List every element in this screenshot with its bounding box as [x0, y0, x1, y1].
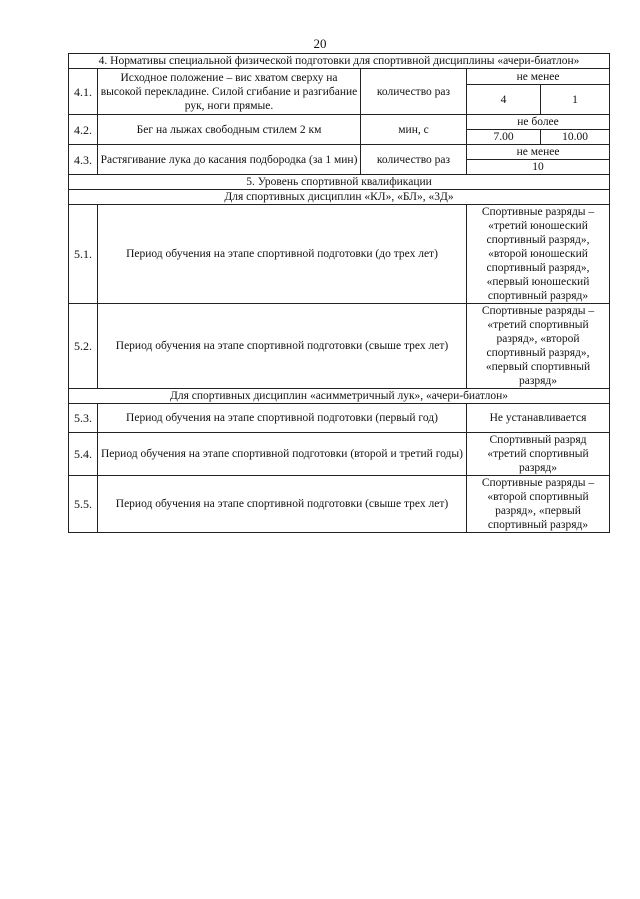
value-cell: 4 — [467, 85, 541, 115]
requirement-cell: Спортивный разряд «третий спортивный разряд» — [467, 433, 610, 476]
table-row — [69, 404, 610, 433]
row-number: 4.2. — [69, 115, 98, 145]
row-number: 4.1. — [69, 69, 98, 115]
criterion-cell: не менее — [467, 145, 610, 160]
group2-title: Для спортивных дисциплин «асимметричный лук», «ачери-биатлон» — [69, 389, 610, 404]
row-number: 5.2. — [69, 304, 98, 389]
norms-table — [68, 53, 610, 533]
section5-header-row — [69, 175, 610, 190]
row-number: 5.5. — [69, 476, 98, 533]
value-cell: 7.00 — [467, 130, 541, 145]
criterion-cell: не более — [467, 115, 610, 130]
group-header-row — [69, 190, 610, 205]
criterion-cell: не менее — [467, 69, 610, 85]
group-header-row — [69, 389, 610, 404]
section5-title: 5. Уровень спортивной квалификации — [69, 175, 610, 190]
period-cell: Период обучения на этапе спортивной подготовки (свыше трех лет) — [98, 476, 467, 533]
exercise-cell: Растягивание лука до касания подбородка (за 1 мин) — [98, 145, 361, 175]
table-row — [69, 304, 610, 389]
value-cell: 10.00 — [541, 130, 610, 145]
period-cell: Период обучения на этапе спортивной подготовки (свыше трех лет) — [98, 304, 467, 389]
unit-cell: количество раз — [361, 69, 467, 115]
requirement-cell: Спортивные разряды – «третий спортивный разряд», «второй спортивный разряд», «первый спортивный разряд» — [467, 304, 610, 389]
row-number: 5.3. — [69, 404, 98, 433]
section4-header-row — [69, 54, 610, 69]
page-number: 20 — [313, 36, 327, 51]
unit-cell: мин, с — [361, 115, 467, 145]
row-number: 4.3. — [69, 145, 98, 175]
value-cell: 10 — [467, 160, 610, 175]
period-cell: Период обучения на этапе спортивной подготовки (до трех лет) — [98, 205, 467, 304]
exercise-cell: Исходное положение – вис хватом сверху на высокой перекладине. Силой сгибание и разгибание рук, ноги прямые. — [98, 69, 361, 115]
table-row — [69, 145, 610, 160]
requirement-cell: Спортивные разряды – «третий юношеский спортивный разряд», «второй юношеский спортивный разряд», «первый юношеский спортивный разряд» — [467, 205, 610, 304]
row-number: 5.1. — [69, 205, 98, 304]
exercise-cell: Бег на лыжах свободным стилем 2 км — [98, 115, 361, 145]
table-row — [69, 476, 610, 533]
table-row — [69, 205, 610, 304]
row-number: 5.4. — [69, 433, 98, 476]
table-row — [69, 433, 610, 476]
table-row — [69, 115, 610, 130]
value-cell: 1 — [541, 85, 610, 115]
unit-cell: количество раз — [361, 145, 467, 175]
table-row — [69, 69, 610, 85]
requirement-cell: Не устанавливается — [467, 404, 610, 433]
period-cell: Период обучения на этапе спортивной подготовки (второй и третий годы) — [98, 433, 467, 476]
requirement-cell: Спортивные разряды – «второй спортивный разряд», «первый спортивный разряд» — [467, 476, 610, 533]
period-cell: Период обучения на этапе спортивной подготовки (первый год) — [98, 404, 467, 433]
group1-title: Для спортивных дисциплин «КЛ», «БЛ», «3Д» — [69, 190, 610, 205]
section4-title: 4. Нормативы специальной физической подготовки для спортивной дисциплины «ачери-биатлон» — [69, 54, 610, 69]
